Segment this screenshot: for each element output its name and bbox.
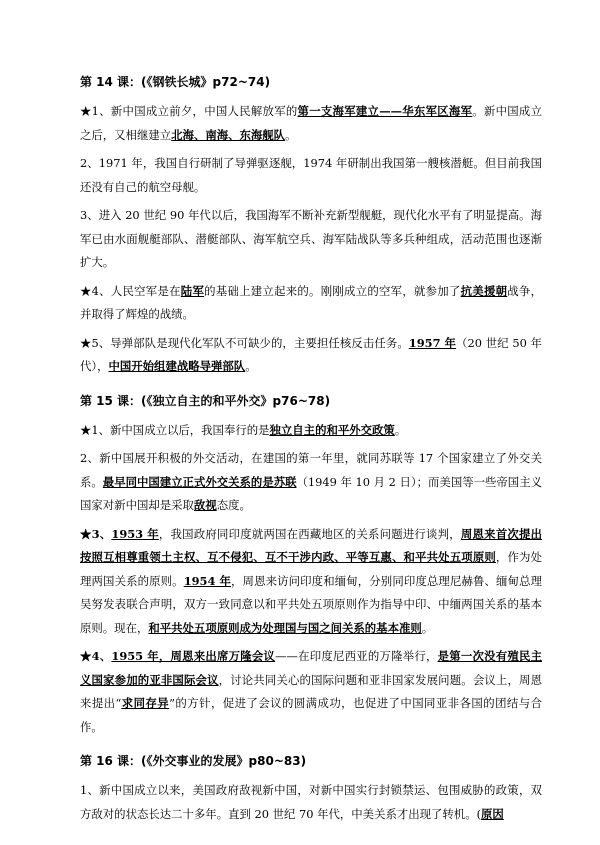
note-paragraph: [80, 332, 542, 379]
paragraph-text: ★1、新中国成立以后，我国奉行的是: [80, 422, 270, 437]
paragraph-text: 。: [285, 127, 297, 142]
paragraph-text: ，讨论共同关心的国际问题和亚非国家发展问题。会议上，周恩来提出“: [80, 672, 542, 710]
note-paragraph: [80, 419, 542, 443]
key-point-underlined: 北海、南海、东海舰队: [171, 127, 286, 142]
note-paragraph: [80, 523, 542, 641]
paragraph-text: 。: [421, 620, 434, 635]
paragraph-text: ，我国政府同印度就两国在西藏地区的关系问题进行谈判，: [158, 526, 461, 541]
note-paragraph: [80, 204, 542, 275]
key-point-underlined: 求同存异: [121, 696, 170, 710]
paragraph-text: 。: [245, 359, 257, 373]
key-point-underlined: 第一支海军建立——华东军区海军: [297, 104, 473, 118]
key-point-underlined: 1957 年: [408, 335, 457, 350]
note-paragraph: [80, 645, 542, 739]
paragraph-text: ，作为处理两国关系的原则。: [80, 550, 542, 588]
paragraph-text: 战争，并取得了辉煌的战绩。: [80, 283, 542, 321]
key-marker: ★3、: [80, 526, 112, 541]
key-point-underlined: 陆军: [180, 283, 205, 298]
paragraph-text: 的基础上建立起来的。刚刚成立的空军，就参加了: [204, 283, 461, 298]
paragraph-text: （20 世纪 50 年代），: [80, 335, 543, 373]
paragraph-text: 态度。: [216, 498, 251, 512]
lesson-heading: 第 15 课：(《独立自主的和平外交》p76~78): [80, 393, 331, 408]
note-paragraph: [80, 280, 542, 327]
paragraph-text: ，周恩来访问印度和缅甸，分别同印度总理尼赫鲁、缅甸总理吴努发表联合声明，双方一致同意以和平共处五项原则作为指导中印、中缅两国关系的基本原则。现在，: [80, 573, 542, 635]
key-point-underlined: 抗美援朝: [460, 283, 508, 298]
note-paragraph: [80, 447, 542, 518]
paragraph-text: ——在印度尼西亚的万隆举行，: [275, 649, 438, 663]
paragraph-text: 2、1971 年，我国自行研制了导弹驱逐舰，1974 年研制出我国第一艘核潜艇。但目前我国还没有自己的航空母舰。: [80, 156, 542, 194]
key-point-underlined: 1953 年: [111, 526, 159, 541]
key-point-underlined: 周恩来首次提出按照互相尊重领土主权、互不侵犯、互不干涉内政、平等互惠、和平共处五项原则: [80, 526, 542, 564]
key-point-underlined: 独立自主的和平外交政策: [269, 422, 395, 437]
paragraph-text: ★4、人民空军是在: [80, 283, 181, 298]
note-paragraph: [80, 779, 542, 826]
key-point-underlined: 和平共处五项原则成为处理国与国之间关系的基本准则: [148, 620, 422, 635]
key-point-underlined: 1954 年: [183, 573, 232, 588]
paragraph-text: 2、新中国展开积极的外交活动，在建国的第一年里，就同苏联等 17 个国家建立了外交关系。: [80, 451, 542, 489]
paragraph-text: ★5、导弹部队是现代化军队不可缺少的，主要担任核反击任务。: [80, 335, 409, 350]
lesson-heading: 第 16 课：(《外交事业的发展》p80~83): [80, 754, 307, 768]
paragraph-text: 3、进入 20 世纪 90 年代以后，我国海军不断补充新型舰艇，现代化水平有了明显提高。海军已由水面舰艇部队、潜艇部队、海军航空兵、海军陆战队等多兵种组成，活动范围也逐渐扩大。: [80, 208, 542, 269]
key-point-underlined: 中国开始组建战略导弹部队: [108, 359, 246, 373]
note-paragraph: [80, 100, 542, 147]
document-body: [80, 72, 542, 831]
paragraph-text: 。新中国成立之后，又相继建立: [80, 104, 542, 142]
paragraph-text: 。: [394, 422, 407, 437]
paragraph-text: ”的方针，促进了会议的圆满成功，也促进了中国同亚非各国的团结与合作。: [80, 696, 542, 734]
key-point-underlined: 是第一次没有殖民主义国家参加的亚非国际会议: [80, 649, 542, 687]
key-marker: ★4、: [80, 649, 112, 663]
key-point-underlined: 敌视: [193, 498, 217, 512]
key-point-underlined: 1955 年，周恩来出席万隆会议: [111, 649, 276, 663]
key-point-underlined: 原因: [481, 806, 504, 821]
lesson-heading: 第 14 课：(《钢铁长城》p72~74): [80, 75, 271, 89]
key-point-underlined: 最早同中国建立正式外交关系的是苏联: [102, 474, 297, 489]
paragraph-text: （1949 年 10 月 2 日）；而美国等一些帝国主义国家对新中国却是采取: [80, 474, 542, 512]
paragraph-text: ★1、新中国成立前夕，中国人民解放军的: [80, 104, 298, 118]
paragraph-text: 1、新中国成立以来，美国政府敌视新中国，对新中国实行封锁禁运、包围威胁的政策，双方敌对的状态长达二十多年。直到 20 世纪 70 年代，中美关系才出现了转机。(: [80, 783, 542, 821]
note-paragraph: [80, 152, 542, 199]
